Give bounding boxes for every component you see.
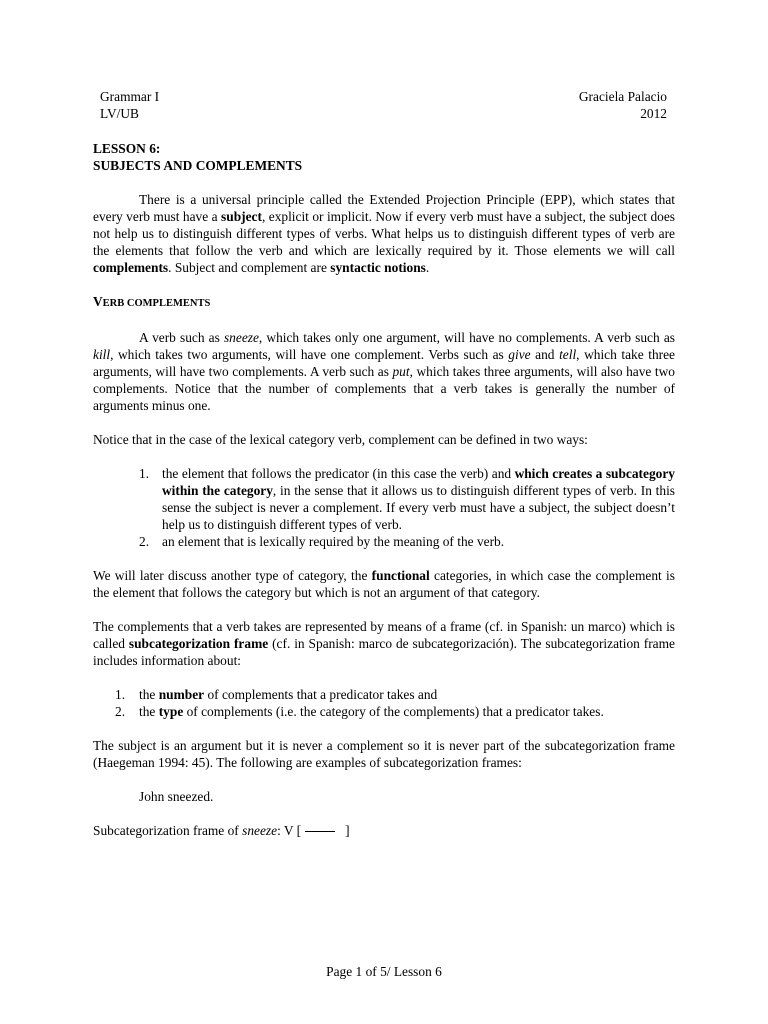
- list-number: 1.: [139, 466, 150, 481]
- lesson-heading: SUBJECTS AND COMPLEMENTS: [93, 158, 303, 173]
- italic-term: kill: [93, 347, 111, 362]
- section-rest: ERB COMPLEMENTS: [102, 298, 211, 309]
- text: categories, in which case the complement is the element that follows the category but which is not an argument of that category.: [93, 568, 675, 600]
- bold-term-functional: functional: [371, 568, 430, 583]
- definition-list: [93, 465, 675, 550]
- document-page: [93, 88, 675, 839]
- section-heading: [93, 293, 675, 312]
- frame-paragraph: [93, 618, 675, 669]
- verb-complements-paragraph: [93, 329, 675, 414]
- text: , which take three arguments, will have two complements. A verb such as: [93, 347, 675, 379]
- italic-term: give: [508, 347, 531, 362]
- blank-line: [305, 831, 335, 832]
- text: There is a universal principle called the Extended Projection Principle (EPP), which states that every verb must have a: [93, 192, 675, 224]
- author-name: Graciela Palacio: [578, 89, 667, 104]
- text: , explicit or implicit. Now if every verb must have a subject, the subject does not help us to distinguish different types of verbs. What helps us to distinguish different types of verb are the elements that follow the verb and which are lexically required by it. Those elements we will call: [93, 209, 675, 258]
- year: 2012: [640, 106, 667, 121]
- text: A verb such as: [139, 330, 224, 345]
- list-number: 2.: [139, 534, 150, 549]
- subcategorization-frame-example: [93, 822, 675, 839]
- text: , which takes two arguments, will have one complement. Verbs such as: [110, 347, 509, 362]
- intro-paragraph: [93, 191, 675, 276]
- text: We will later discuss another type of category, the: [93, 568, 372, 583]
- text: , which takes only one argument, will have no complements. A verb such as: [258, 330, 675, 345]
- text: Subcategorization frame of: [93, 823, 243, 838]
- page-footer: Page 1 of 5/ Lesson 6: [326, 964, 442, 979]
- lesson-number: LESSON 6:: [93, 141, 161, 156]
- functional-paragraph: [93, 567, 675, 601]
- text: the: [139, 687, 159, 702]
- definition-intro-paragraph: Notice that in the case of the lexical category verb, complement can be defined in two ways:: [93, 432, 588, 447]
- text: ]: [345, 823, 350, 838]
- italic-term: sneeze: [223, 330, 259, 345]
- bold-term-subcategorization-frame: subcategorization frame: [128, 636, 269, 651]
- text: . Subject and complement are: [168, 260, 331, 275]
- text: of complements (i.e. the category of the complements) that a predicator takes.: [183, 704, 604, 719]
- italic-term: sneeze: [242, 823, 278, 838]
- italic-term: put: [392, 364, 410, 379]
- text: : V [: [277, 823, 302, 838]
- text: the element that follows the predicator (in this case the verb) and: [162, 466, 515, 481]
- text: The complements that a verb takes are represented by means of a frame (cf. in Spanish: un marco) which is called: [93, 619, 675, 651]
- text: the: [139, 704, 159, 719]
- list-item: [93, 533, 675, 550]
- subject-paragraph: The subject is an argument but it is never a complement so it is never part of the subcategorization frame (Haegeman 1994: 45). The following are examples of subcategorization frames:: [93, 738, 675, 770]
- text: , which takes three arguments, will also have two complements. Notice that the number of complements that a verb takes is generally the number of arguments minus one.: [93, 364, 675, 413]
- lesson-title: [93, 140, 675, 174]
- list-number: 2.: [115, 704, 126, 719]
- italic-term: tell: [559, 347, 577, 362]
- info-list: [93, 686, 675, 720]
- text: an element that is lexically required by the meaning of the verb.: [162, 534, 505, 549]
- list-item: [93, 703, 675, 720]
- header-left: [100, 88, 159, 122]
- text: .: [425, 260, 430, 275]
- text: (cf. in Spanish: marco de subcategorización). The subcategorization frame includes information about:: [93, 636, 675, 668]
- section-initial: V: [93, 294, 103, 309]
- text: and: [530, 347, 560, 362]
- bold-phrase: which creates a subcategory within the category: [162, 466, 675, 498]
- page-header: [93, 88, 675, 122]
- text: , in the sense that it allows us to distinguish different types of verb. In this sense the subject is never a complement. If every verb must have a subject, the subject doesn’t help us to distinguish different types of verb.: [162, 483, 675, 532]
- header-right: [579, 88, 667, 122]
- institution: LV/UB: [100, 106, 139, 121]
- bold-term-number: number: [158, 687, 205, 702]
- text: of complements that a predicator takes and: [204, 687, 438, 702]
- bold-term-syntactic-notions: syntactic notions: [330, 260, 426, 275]
- list-item: [93, 686, 675, 703]
- bold-term-complements: complements: [93, 260, 169, 275]
- bold-term-type: type: [158, 704, 184, 719]
- example-sentence: John sneezed.: [139, 789, 214, 804]
- list-item: [93, 465, 675, 533]
- course-name: Grammar I: [100, 89, 160, 104]
- list-number: 1.: [115, 687, 126, 702]
- bold-term-subject: subject: [221, 209, 262, 224]
